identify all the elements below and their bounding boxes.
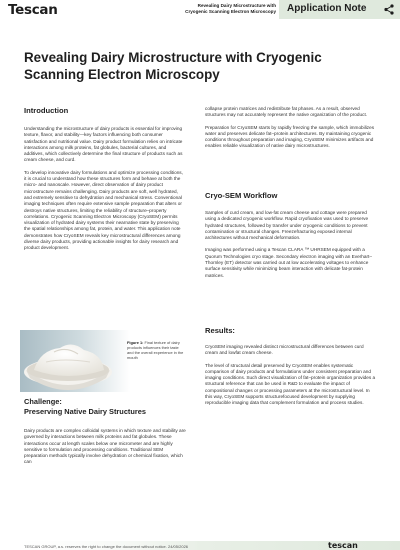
right-column-intro [205, 106, 377, 156]
challenge-paragraph: Dairy products are complex colloidal systems in which texture and stability are governed by interactions between milk proteins and fat globules. These interactions occur at length scales below one micrometer and are highly sensitive to formulation and processing conditions. Traditional SEM preparation methods typically involve dehydration or chemical fixation, which can [24, 428, 186, 465]
footer-note: TESCAN GROUP, a.s. reserves the right to change the document without notice. 24/05/2026 [24, 544, 189, 549]
introduction-heading: Introduction [24, 106, 69, 115]
share-icon[interactable] [384, 4, 394, 15]
workflow-body [205, 210, 377, 285]
figure-caption [127, 341, 185, 361]
challenge-body [24, 428, 186, 472]
tescan-logo[interactable]: Tescan [8, 2, 58, 18]
header-subtitle [170, 3, 276, 14]
application-note-label: Application Note [287, 3, 367, 14]
results-paragraph: The level of structural detail preserved by CryoSEM enables systematic comparison of dairy products and formulations under consistent preparation and imaging conditions. Such direct visualization of fat–protein organization provides a structural reference that can be used in R&D to evaluate the impact of compositional changes or processing parameters at the microstructural level. In this way, CryoSEM supports structurefocused development by supplying reproducible imaging data that complement formulation and process studies. [205, 362, 376, 406]
figure-caption-text: Final texture of dairy products influences their taste and the overall experience in the mouth [127, 340, 184, 360]
challenge-heading-line2: Preserving Native Dairy Structures [24, 406, 146, 416]
results-body [205, 344, 377, 413]
workflow-paragraph: Imaging was performed using a Tescan CLARA ™ UHRSEM equipped with a Quorum Technologies cryo stage. Secondary electron imaging with an Everhart–Thornley (ET) detector was carried out at low accelerating voltages to enhance surface sensitivity while minimizing beam interaction with delicate fat-protein matrices. [205, 247, 372, 278]
footer-logo[interactable]: tescan [328, 541, 358, 550]
workflow-heading: Cryo-SEM Workflow [205, 191, 278, 200]
figure-caption-label: Figure 1: [127, 340, 144, 345]
results-heading: Results: [205, 326, 235, 335]
header [0, 0, 400, 22]
continuation-paragraph: Preparation for CryoSEM starts by rapidly freezing the sample, which immobilizes water and preserves delicate fat–protein architectures. By maintaining cryogenic conditions throughout preparation and imaging, CryoSEM minimizes artifacts and enables reliable visualization of native dairy microstructures. [205, 124, 375, 149]
continuation-paragraph: collapse protein matrices and redistribute fat phases. As a result, observed structures may not accurately represent the native organization of the product. [205, 106, 368, 118]
introduction-body [24, 126, 186, 258]
challenge-heading-line1: Challenge: [24, 397, 62, 406]
results-paragraph: CryoSEM imaging revealed distinct microstructural differences between curd cream and lowfat cream cheese. [205, 344, 364, 356]
page-title: Revealing Dairy Microstructure with Cryogenic Scanning Electron Microscopy [24, 50, 322, 82]
application-note-badge [279, 0, 400, 19]
header-subtitle-line2: Cryogenic Scanning Electron Microscopy [185, 8, 276, 14]
challenge-heading [24, 397, 184, 416]
introduction-paragraph: Understanding the microstructure of dairy products is essential for improving texture, flavor, and stability—key factors influencing both consumer satisfaction and nutritional value. Dairy product formulation relies on intricate interactions among milk proteins, fat globules, bacterial cultures, and additives, which collectively determine the final structure of products such as cream cheese, and curd. [24, 126, 183, 163]
workflow-paragraph: Samples of curd cream, and low-fat cream cheese and cottage were prepared using a dedicated cryogenic workflow. Rapid cryofixation was used to preserve hydrated structures, followed by transfer under cryogenic conditions to prevent contamination or structural changes. Freezefracturing exposed internal architectures without mechanical deformation. [205, 210, 369, 241]
introduction-paragraph: To develop innovative dairy formulations and optimize processing conditions, it is crucial to understand how these structures form and behave at both the micro- and nanoscale. However, direct observation of dairy product microstructure remains challenging. Dairy products are soft, well hydrated, and extremely sensitive to dehydration and mechanical stress. Conventional imaging techniques often require extensive sample preparation that alters or destroys native structures, limiting the reliability of structure–property correlations. Cryogenic Scanning Electron Microscopy (CryoSEM) permits visualization of hydrated dairy systems their nearnative state by preserving the spatial relationships among fat, protein, and water. This application note demonstrates how CryoSEM reveals key microstructural differences among diverse dairy products, providing actionable insights for dairy research and product development. [24, 169, 183, 251]
header-subtitle-line1: Revealing Dairy Microstructure with [197, 3, 276, 8]
